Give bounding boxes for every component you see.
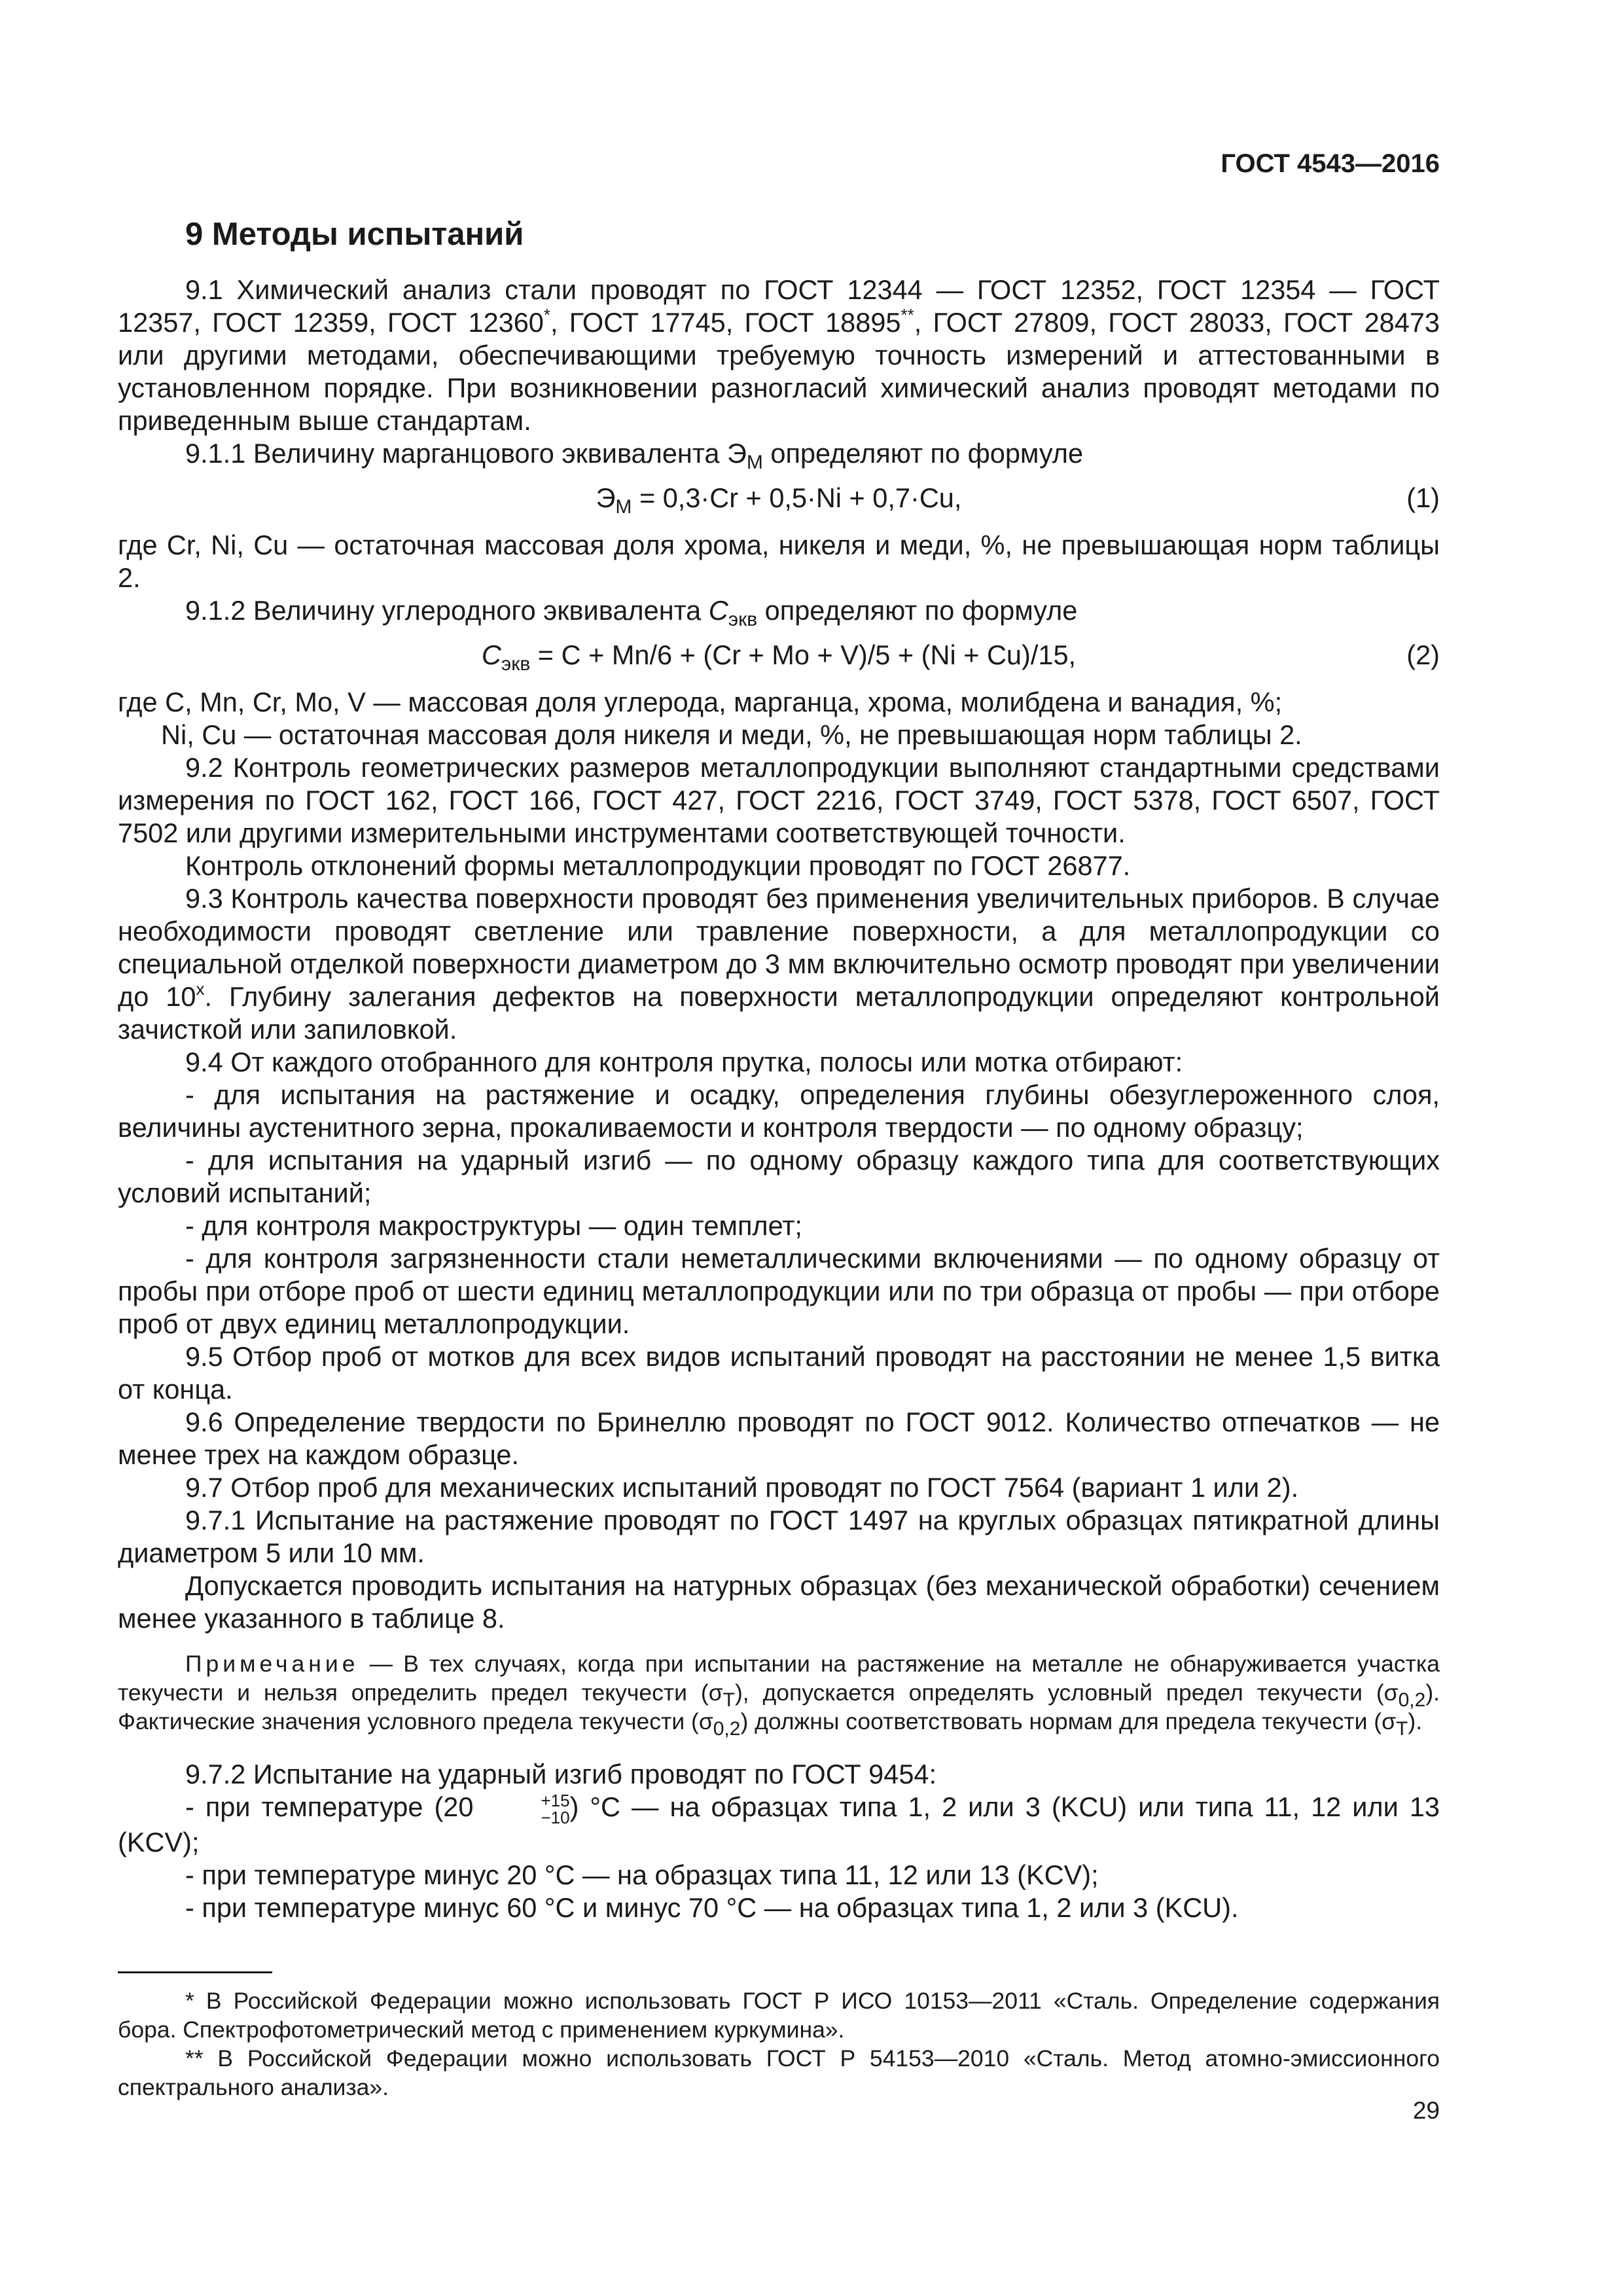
paragraph-9-7-2: 9.7.2 Испытание на ударный изгиб проводят по ГОСТ 9454: (185, 1759, 937, 1789)
footnote-divider (118, 1971, 272, 1973)
formula-number: (1) (1406, 482, 1440, 513)
document-header: ГОСТ 4543—2016 (1221, 149, 1440, 178)
note-block: Примечание — В тех случаях, когда при испытании на растяжение на металле не обнаруживается участка текучести и нельзя определить предел текучести $(\sigma_T)$, допускается определять условный предел текучести $(\sigma_{0,2})$. Фактические значения условного предела текучести $(\sigma_{0,2})$ должны соответствовать нормам для предела текучести $(\sigma_T)$. (118, 1651, 1440, 1740)
paragraph-9-7-1-b: Допускается проводить испытания на натурных образцах (без механической обработки) сечением менее указанного в таблице 8. (118, 1570, 1440, 1634)
footnotes (118, 1986, 1440, 2102)
where-clause-1: где Cr, Ni, Cu — остаточная массовая доля хрома, никеля и меди, %, не превышающая норм таблицы 2. (118, 529, 1440, 593)
paragraph-9-2: 9.2 Контроль геометрических размеров металлопродукции выполняют стандартными средствами измерения по ГОСТ 162, ГОСТ 166, ГОСТ 427, ГОСТ 2216, ГОСТ 3749, ГОСТ 5378, ГОСТ 6507, ГОСТ 7502 или другими измерительными инструментами соответствующей точности. (118, 752, 1440, 848)
formula-2: $C_{экв} = C + Mn/6 + (Cr + Mo + V)/5 + (Ni + Cu)/15$, (2) (481, 639, 1440, 675)
list-item: - для контроля макроструктуры — один темплет; (185, 1210, 802, 1241)
paragraph-9-2-b: Контроль отклонений формы металлопродукции проводят по ГОСТ 26877. (185, 850, 1131, 881)
formula-number: (2) (1406, 639, 1440, 670)
where-clause-2a: где C, Mn, Cr, Mo, V — массовая доля углерода, марганца, хрома, молибдена и ванадия, %; (118, 687, 1283, 717)
where-clause-2b: Ni, Cu — остаточная массовая доля никеля и меди, %, не превышающая норм таблицы 2. (161, 719, 1302, 750)
list-item: - для испытания на ударный изгиб — по одному образцу каждого типа для соответствующих условий испытаний; (118, 1145, 1440, 1208)
paragraph-9-1-1: 9.1.1 Величину марганцового эквивалента $Э_М$ определяют по формуле (185, 438, 1084, 473)
list-item: - для испытания на растяжение и осадку, определения глубины обезуглероженного слоя, величины аустенитного зерна, прокаливаемости и контроля твердости — по одному образцу; (118, 1079, 1440, 1143)
formula-1: $Э_М = 0,3\cdot Cr + 0,5\cdot Ni + 0,7\cdot Cu$, (1) (596, 482, 1440, 518)
footnote-2: ** В Российской Федерации можно использовать ГОСТ Р 54153—2010 «Сталь. Метод атомно-эмиссионного спектрального анализа». (118, 2045, 1440, 2101)
paragraph-9-4: 9.4 От каждого отобранного для контроля прутка, полосы или мотка отбирают: (185, 1047, 1183, 1077)
list-item: - при температуре минус 20 °С — на образцах типа 11, 12 или 13 (KCV); (185, 1859, 1099, 1891)
section-title: 9 Методы испытаний (185, 217, 524, 252)
page-number: 29 (1412, 2097, 1440, 2124)
list-item: - для контроля загрязненности стали неметаллическими включениями — по одному образцу от пробы при отборе проб от шести единиц металлопродукции или по три образца от пробы — при отборе проб от двух единиц металлопродукции. (118, 1243, 1440, 1339)
list-item: - при температуре (20 +15 −10 ) °С — на образцах типа 1, 2 или 3 (KCU) или типа 11, 12 или 13 (KCV); (118, 1791, 1440, 1858)
paragraph-9-7-1: 9.7.1 Испытание на растяжение проводят по ГОСТ 1497 на круглых образцах пятикратной длины диаметром 5 или 10 мм. (118, 1505, 1440, 1568)
footnote-1: * В Российской Федерации можно использовать ГОСТ Р ИСО 10153—2011 «Сталь. Определение содержания бора. Спектрофотометрический метод с применением куркумина». (118, 1988, 1440, 2043)
paragraph-9-7: 9.7 Отбор проб для механических испытаний проводят по ГОСТ 7564 (вариант 1 или 2). (185, 1472, 1299, 1503)
paragraph-9-1-2: 9.1.2 Величину углеродного эквивалента $C_{экв}$ определяют по формуле (185, 595, 1078, 630)
paragraph-9-3: 9.3 Контроль качества поверхности проводят без применения увеличительных приборов. В случае необходимости проводят светление или травление поверхности, а для металлопродукции со специальной отделкой поверхности диаметром до 3 мм включительно осмотр проводят при увеличении до $10^х$. Глубину залегания дефектов на поверхности металлопродукции определяют контрольной зачисткой или запиловкой. (118, 883, 1440, 1045)
paragraph-9-6: 9.6 Определение твердости по Бринеллю проводят по ГОСТ 9012. Количество отпечатков — не менее трех на каждом образце. (118, 1407, 1440, 1470)
paragraph-9-5: 9.5 Отбор проб от мотков для всех видов испытаний проводят на расстоянии не менее 1,5 витка от конца. (118, 1341, 1440, 1405)
paragraph-9-1: 9.1 Химический анализ стали проводят по ГОСТ 12344 — ГОСТ 12352, ГОСТ 12354 — ГОСТ 12357, ГОСТ 12359, ГОСТ 12360*, ГОСТ 17745, ГОСТ 18895**, ГОСТ 27809, ГОСТ 28033, ГОСТ 28473 или другими методами, обеспечивающими требуемую точность измерений и аттестованными в установленном порядке. При возникновении разногласий химический анализ проводят методами по приведенным выше стандартам. (118, 274, 1440, 436)
note-label: Примечание (185, 1651, 359, 1677)
list-item: - при температуре минус 60 °С и минус 70 °С — на образцах типа 1, 2 или 3 (KCU). (185, 1892, 1239, 1924)
document-body (118, 216, 1440, 2102)
